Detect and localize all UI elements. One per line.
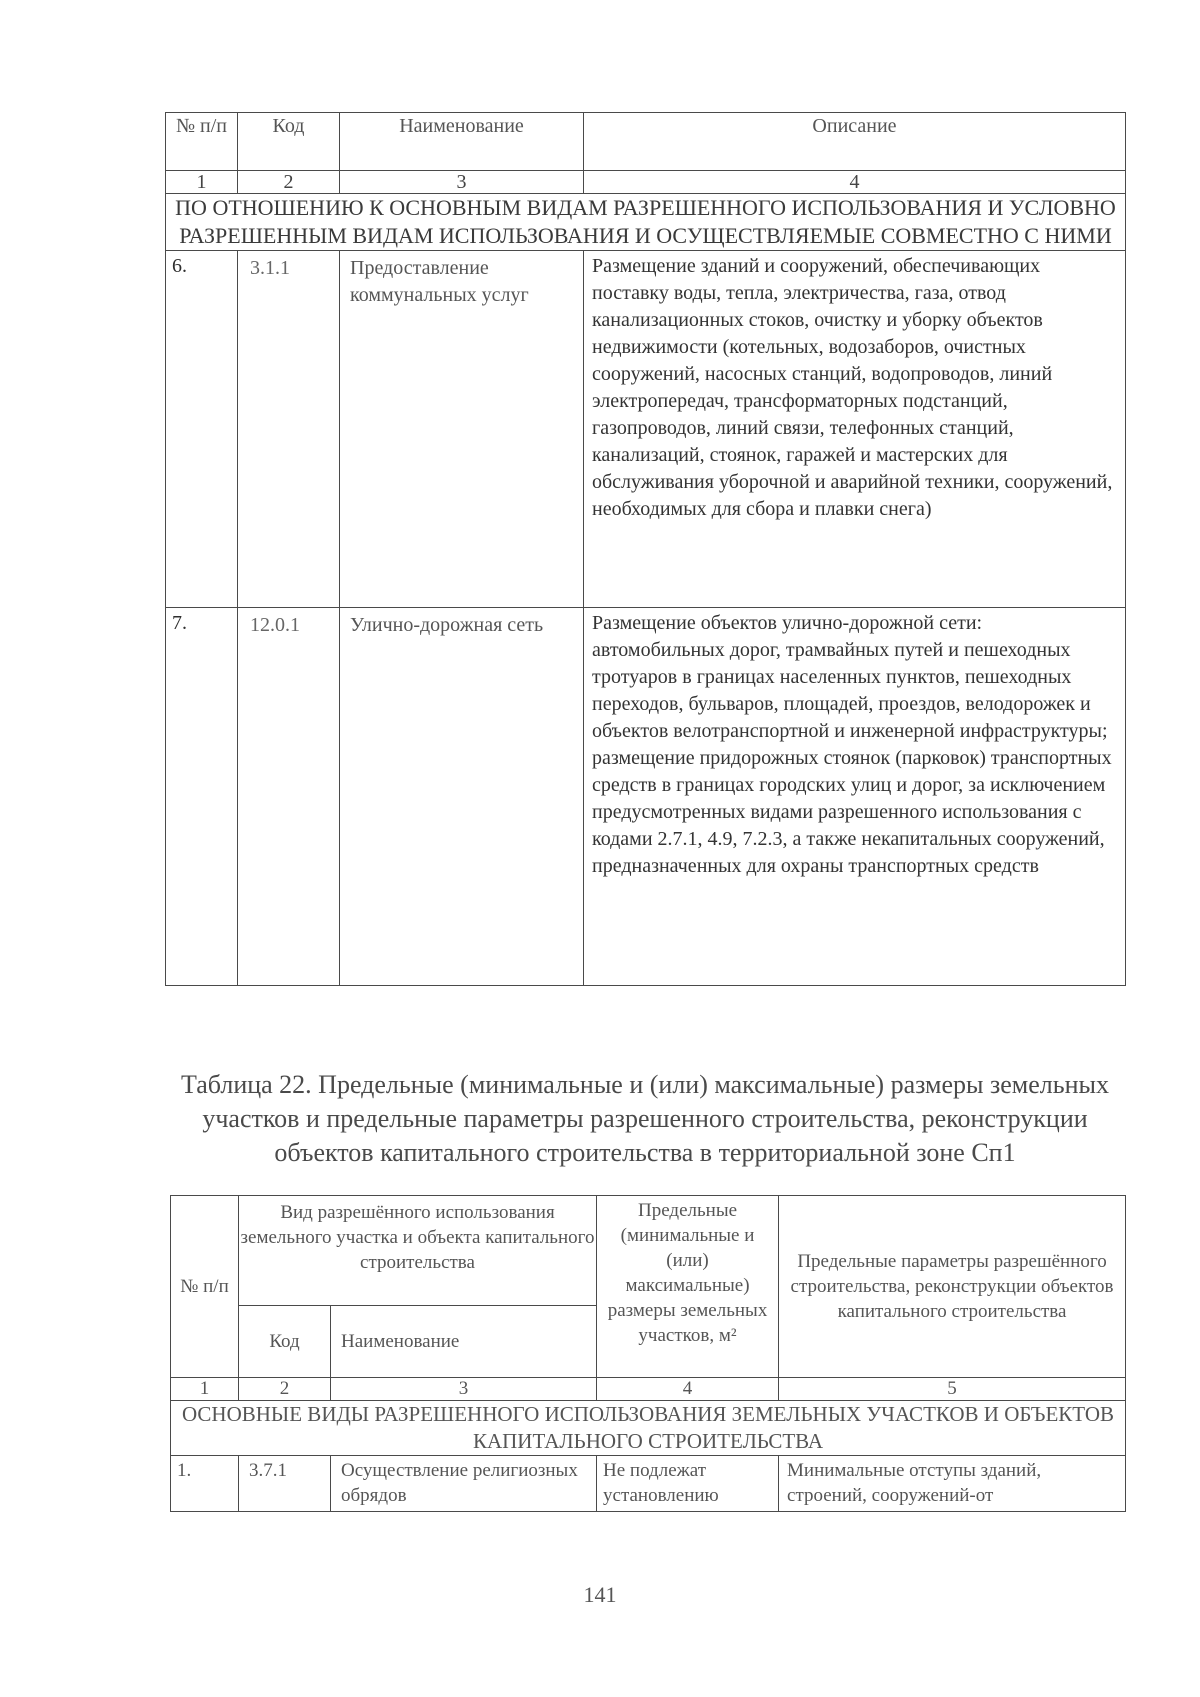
row-num: 1. <box>171 1456 239 1512</box>
section-heading: ОСНОВНЫЕ ВИДЫ РАЗРЕШЕННОГО ИСПОЛЬЗОВАНИЯ ЗЕМЕЛЬНЫХ УЧАСТКОВ И ОБЪЕКТОВ КАПИТАЛЬНОГО СТРОИТЕЛЬСТВА <box>171 1401 1126 1456</box>
row-name: Улично-дорожная сеть <box>340 608 584 986</box>
header-sizes: Предельные (минимальные и (или) максимальные) размеры земельных участков, м² <box>597 1196 779 1378</box>
section-row <box>171 1401 1126 1456</box>
header-name: Наименование <box>331 1306 597 1378</box>
col-number: 3 <box>340 171 584 194</box>
row-params: Минимальные отступы зданий, строений, сооружений-от <box>779 1456 1126 1512</box>
col-number: 5 <box>779 1378 1126 1401</box>
row-name: Осуществление религиозных обрядов <box>331 1456 597 1512</box>
header-kind: Вид разрешённого использования земельного участка и объекта капитального строительства <box>239 1196 597 1306</box>
table-row <box>171 1456 1126 1512</box>
page-number: 141 <box>583 1582 617 1607</box>
row-name: Предоставление коммунальных услуг <box>340 251 584 608</box>
header-desc: Описание <box>584 113 1126 171</box>
col-number: 4 <box>597 1378 779 1401</box>
row-description: Размещение объектов улично-дорожной сети: автомобильных дорог, трамвайных путей и пешеходных тротуаров в границах населенных пунктов, пешеходных переходов, бульваров, площадей, проездов, велодорожек и объектов велотранспортной и инженерной инфраструктуры; размещение придорожных стоянок (парковок) транспортных средств в границах городских улиц и дорог, за исключением предусмотренных видами разрешенного использования с кодами 2.7.1, 4.9, 7.2.3, а также некапитальных сооружений, предназначенных для охраны транспортных средств <box>584 608 1126 986</box>
row-num: 6. <box>166 251 238 608</box>
row-description: Размещение зданий и сооружений, обеспечивающих поставку воды, тепла, электричества, газа, отвод канализационных стоков, очистку и уборку объектов недвижимости (котельных, водозаборов, очистных сооружений, насосных станций, водопроводов, линий электропередач, трансформаторных подстанций, газопроводов, линий связи, телефонных станций, канализаций, стоянок, гаражей и мастерских для обслуживания уборочной и аварийной техники, сооружений, необходимых для сбора и плавки снега) <box>584 251 1126 608</box>
parameters-table <box>170 1195 1126 1512</box>
table-title: Таблица 22. Предельные (минимальные и (или) максимальные) размеры земельных участков и предельные параметры разрешенного строительства, реконструкции объектов капитального строительства в территориальной зоне Сп1 <box>180 1070 1109 1167</box>
table-row <box>166 608 1126 986</box>
table-header-row <box>166 113 1126 171</box>
col-number: 3 <box>331 1378 597 1401</box>
row-code: 3.7.1 <box>239 1456 331 1512</box>
section-heading: ПО ОТНОШЕНИЮ К ОСНОВНЫМ ВИДАМ РАЗРЕШЕННОГО ИСПОЛЬЗОВАНИЯ И УСЛОВНО РАЗРЕШЕННЫМ ВИДАМ ИСПОЛЬЗОВАНИЯ И ОСУЩЕСТВЛЯЕМЫЕ СОВМЕСТНО С НИМИ <box>166 194 1126 251</box>
col-number: 2 <box>238 171 340 194</box>
table-row <box>166 251 1126 608</box>
col-number: 1 <box>166 171 238 194</box>
header-code: Код <box>239 1306 331 1378</box>
section-row <box>166 194 1126 251</box>
row-sizes: Не подлежат установлению <box>597 1456 779 1512</box>
col-number: 2 <box>239 1378 331 1401</box>
col-number: 4 <box>584 171 1126 194</box>
column-number-row <box>166 171 1126 194</box>
header-params: Предельные параметры разрешённого строительства, реконструкции объектов капитального строительства <box>779 1196 1126 1378</box>
header-num: № п/п <box>171 1196 239 1378</box>
row-code: 12.0.1 <box>238 608 340 986</box>
header-num: № п/п <box>166 113 238 171</box>
column-number-row <box>171 1378 1126 1401</box>
permitted-uses-table <box>165 112 1126 986</box>
row-code: 3.1.1 <box>238 251 340 608</box>
header-name: Наименование <box>340 113 584 171</box>
table-header-row <box>171 1196 1126 1306</box>
header-code: Код <box>238 113 340 171</box>
row-num: 7. <box>166 608 238 986</box>
col-number: 1 <box>171 1378 239 1401</box>
